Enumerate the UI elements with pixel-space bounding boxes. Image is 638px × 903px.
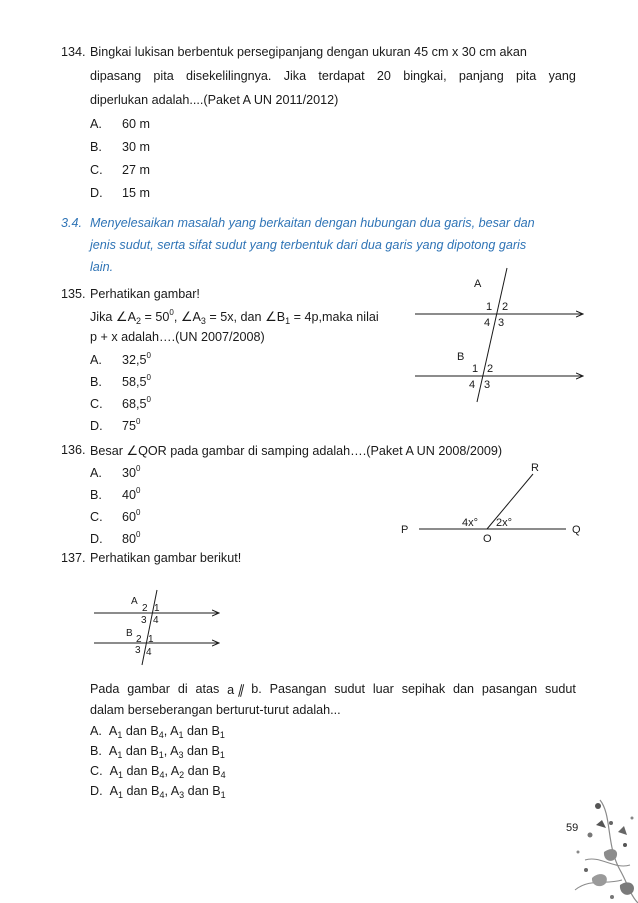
q137-paragraph-line2: dalam berseberangan berturut-turut adalah... (90, 703, 341, 717)
q136-option-c-label: C. (90, 510, 103, 524)
q137-b-angle-3: 3 (135, 645, 141, 656)
q134-option-c-text: 27 m (122, 163, 150, 177)
angle-symbol: ∠ (115, 309, 128, 324)
q136-label-p: P (401, 524, 409, 536)
q136-label-o: O (483, 533, 492, 545)
q134-number: 134. (61, 45, 86, 59)
q134-line2-word: terdapat (318, 69, 365, 83)
q137-paragraph-word: sudut (545, 682, 576, 696)
q134-line2-word: 20 (376, 69, 391, 83)
q134-line2-word: panjang (458, 69, 504, 83)
q137-paragraph-word: a (227, 683, 235, 697)
q137-paragraph-word: sepihak (401, 682, 446, 696)
q136-number: 136. (61, 443, 86, 457)
q136-label-r: R (531, 462, 539, 474)
q135-option-a-value: 32,5$^0$ (122, 351, 151, 367)
q135-option-a-label: A. (90, 353, 102, 367)
q137-paragraph-word: dan (452, 682, 474, 696)
q136-option-d-value: $80^0$ (122, 530, 141, 546)
q137-paragraph-word: sudut (334, 682, 366, 696)
q135-b-angle-1: 1 (472, 363, 479, 375)
q134-option-b-text: 30 m (122, 140, 150, 154)
q137-a-angle-2: 2 (142, 603, 148, 614)
q134-line1: Bingkai lukisan berbentuk persegipanjang dengan ukuran 45 cm x 30 cm akan (90, 45, 527, 59)
q135-b-angle-2: 2 (487, 363, 494, 375)
q136-option-a-label: A. (90, 466, 102, 480)
q136-question: Besar ∠QOR pada gambar di samping adalah….(Paket A UN 2008/2009) (90, 443, 503, 458)
floral-decoration (575, 800, 638, 903)
q134-line2-word: Jika (283, 69, 307, 83)
q134-option-b-label: B. (90, 140, 102, 154)
section-number: 3.4. (61, 216, 83, 230)
angle-symbol: ∠ (265, 309, 277, 324)
q134-line2-word: yang (548, 69, 576, 83)
q135-b-angle-4: 4 (469, 379, 476, 391)
q135-line3: p + x adalah….(UN 2007/2008) (90, 330, 265, 344)
q136-option-b-value: $40^0$ (122, 486, 141, 502)
q137-paragraph-line1 (90, 682, 576, 697)
q137-option-a: A. $A_1$ dan $B_4$, $A_1$ dan $B_1$ (90, 724, 225, 740)
q135-a-angle-2: 2 (502, 301, 509, 313)
q137-number: 137. (61, 551, 86, 565)
q136-option-a-value: $30^0$ (122, 464, 141, 480)
q137-a-angle-3: 3 (141, 615, 147, 626)
q135-option-c-label: C. (90, 397, 103, 411)
q137-option-d: D. $A_1$ dan $B_4$, $A_3$ dan $B_1$ (90, 784, 226, 800)
q135-b-angle-3: 3 (484, 379, 491, 391)
q136-option-d-label: D. (90, 532, 103, 546)
q137-paragraph-word: atas (195, 682, 220, 696)
q137-paragraph-word: luar (372, 682, 394, 696)
q137-paragraph-word: pasangan (481, 682, 538, 696)
q134-option-d-text: 15 m (122, 186, 150, 200)
q137-b-angle-2: 2 (136, 634, 142, 645)
q136-option-b-label: B. (90, 488, 102, 502)
q135-option-d-value: $75^0$ (122, 417, 141, 433)
q137-option-b: B. $A_1$ dan $B_1$, $A_3$ dan $B_1$ (90, 744, 225, 760)
angle-symbol: ∠ (180, 309, 193, 324)
q134-line2-word: bingkai, (403, 69, 447, 83)
q135-a-angle-3: 3 (498, 317, 505, 329)
q134-line2-word: disekelilingnya. (186, 69, 272, 83)
q134-option-d-label: D. (90, 186, 103, 200)
q137-option-c: C. $A_1$ dan $B_4$, $A_2$ dan $B_4$ (90, 764, 226, 780)
q135-statement: Jika $\angle A_2 = 50^0$, $\angle A_3 = 5x$, dan $\angle B_1$ = 4p,maka nilai (90, 308, 379, 326)
q135-option-b-label: B. (90, 375, 102, 389)
q135-intro: Perhatikan gambar! (90, 287, 200, 301)
q135-option-b-value: 58,5$^0$ (122, 373, 151, 389)
q137-a-angle-4: 4 (153, 615, 159, 626)
q134-option-a-text: 60 m (122, 117, 150, 131)
q137-paragraph-word: di (177, 682, 188, 696)
q135-option-d-label: D. (90, 419, 103, 433)
q136-angle-left: 4x° (462, 517, 479, 529)
q134-line2-word: pita (516, 69, 537, 83)
page-number: 59 (566, 822, 579, 834)
q136-angle-right: 2x° (496, 517, 513, 529)
angle-symbol: ∠ (126, 443, 139, 458)
q137-paragraph-word: Pasangan (269, 682, 327, 696)
q137-label-b: B (126, 628, 133, 639)
q134-line2-word: pita (153, 69, 174, 83)
q137-paragraph-word: Pada (90, 682, 120, 696)
q134-option-c-label: C. (90, 163, 103, 177)
q137-b-angle-4: 4 (146, 647, 152, 658)
parallel-symbol: ∥ (237, 683, 244, 697)
q135-a-angle-4: 4 (484, 317, 491, 329)
q137-intro: Perhatikan gambar berikut! (90, 551, 242, 565)
q135-number: 135. (61, 287, 86, 301)
section-line1: Menyelesaikan masalah yang berkaitan dengan hubungan dua garis, besar dan (90, 216, 535, 230)
q135-transversal (477, 268, 507, 402)
q137-label-a: A (131, 596, 138, 607)
q136-option-c-value: $60^0$ (122, 508, 141, 524)
q135-option-c-value: 68,5$^0$ (122, 395, 151, 411)
section-line2: jenis sudut, serta sifat sudut yang terbentuk dari dua garis yang dipotong garis (90, 238, 527, 252)
q137-paragraph-word: gambar (127, 682, 170, 696)
q134-line3: diperlukan adalah....(Paket A UN 2011/2012) (90, 93, 339, 107)
q135-a-angle-1: 1 (486, 301, 493, 313)
q134-option-a-label: A. (90, 117, 102, 131)
q137-b-angle-1: 1 (148, 634, 154, 645)
q136-label-q: Q (572, 524, 581, 536)
q134-line2-word: dipasang (90, 69, 142, 83)
q135-label-b: B (457, 351, 465, 363)
q135-label-a: A (474, 278, 482, 290)
q137-a-angle-1: 1 (154, 603, 160, 614)
q137-paragraph-word: b. (251, 682, 262, 696)
section-line3: lain. (90, 260, 114, 274)
